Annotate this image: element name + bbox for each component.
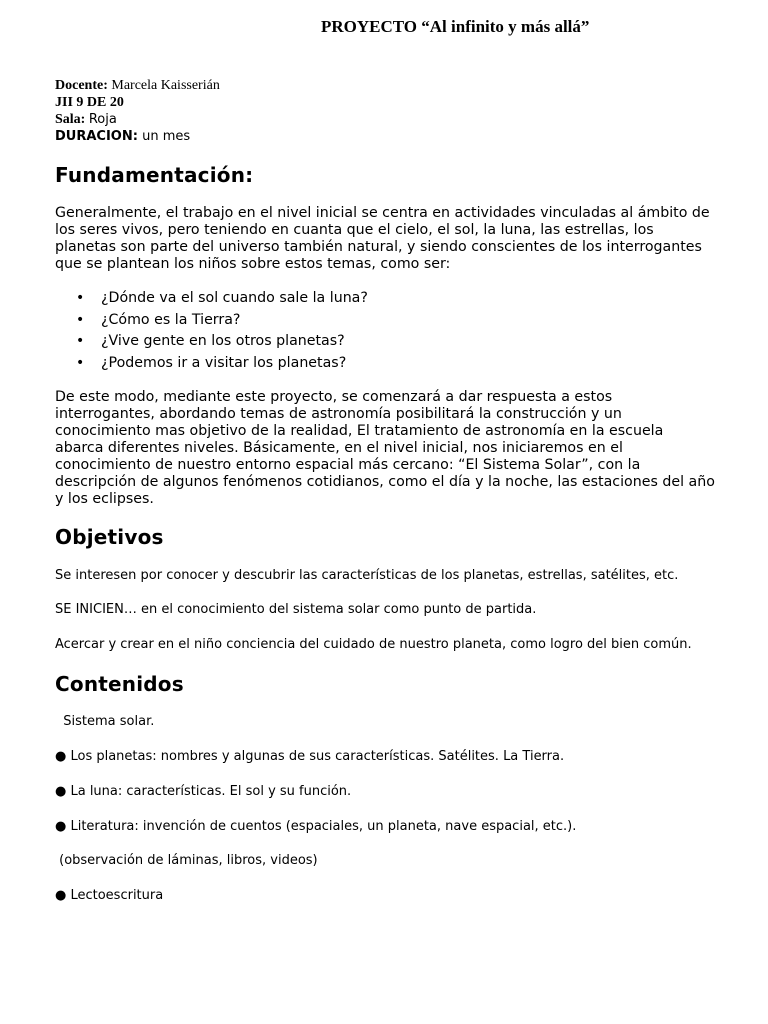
contenidos-heading: Contenidos xyxy=(55,672,184,696)
sala-label: Sala: xyxy=(55,112,86,127)
bullet-icon: • xyxy=(76,311,85,328)
contenido-item: ● Los planetas: nombres y algunas de sus características. Satélites. La Tierra. xyxy=(55,749,565,764)
objetivo-item: Se interesen por conocer y descubrir las características de los planetas, estrellas, satélites, etc. xyxy=(55,568,679,583)
bullet-icon: • xyxy=(76,333,85,349)
list-item: • ¿Podemos ir a visitar los planetas? xyxy=(76,354,347,371)
jii-line xyxy=(55,94,124,111)
contenido-item: (observación de láminas, libros, videos) xyxy=(55,853,318,868)
fundamentacion-heading: Fundamentación: xyxy=(55,163,254,187)
question-list xyxy=(55,288,368,374)
objetivo-item: Acercar y crear en el niño conciencia del cuidado de nuestro planeta, como logro del bien común. xyxy=(55,637,692,652)
duracion-label: DURACION: xyxy=(55,129,138,144)
docente-line xyxy=(55,77,220,94)
contenido-item: ● Lectoescritura xyxy=(55,888,164,903)
project-title: PROYECTO “Al infinito y más allá” xyxy=(321,17,590,36)
fundamentacion-intro: Generalmente, el trabajo en el nivel inicial se centra en actividades vinculadas al ámbito de los seres vivos, pero teniendo en cuanta que el cielo, el sol, la luna, las estrellas, los planetas son parte del universo también natural, y siendo conscientes de los interrogantes que se plantean los niños sobre estos temas, como ser: xyxy=(55,205,710,272)
contenido-item: ● Literatura: invención de cuentos (espaciales, un planeta, nave espacial, etc.). xyxy=(55,819,577,834)
duracion-line xyxy=(55,128,190,145)
duracion-value: un mes xyxy=(142,129,191,144)
bullet-icon: • xyxy=(76,290,85,306)
contenido-item: ● La luna: características. El sol y su función. xyxy=(55,784,352,799)
docente-label: Docente: xyxy=(55,78,108,93)
list-item: • ¿Cómo es la Tierra? xyxy=(76,311,241,328)
objetivos-heading: Objetivos xyxy=(55,525,164,549)
list-item: • ¿Dónde va el sol cuando sale la luna? xyxy=(76,290,368,306)
jii-value: JII 9 DE 20 xyxy=(55,95,124,110)
objetivo-item: SE INICIEN… en el conocimiento del sistema solar como punto de partida. xyxy=(55,602,537,617)
sala-value: Roja xyxy=(88,112,117,127)
bullet-icon: • xyxy=(76,354,85,371)
docente-value: Marcela Kaisserián xyxy=(111,78,220,93)
list-item: • ¿Vive gente en los otros planetas? xyxy=(76,333,345,349)
fundamentacion-body: De este modo, mediante este proyecto, se comenzará a dar respuesta a estos interrogantes, abordando temas de astronomía posibilitará la construcción y un conocimiento mas objetivo de la realidad, El tratamiento de astronomía en la escuela abarca diferentes niveles. Básicamente, en el nivel inicial, nos iniciaremos en el conocimiento de nuestro entorno espacial más cercano: “El Sistema Solar”, con la descripción de algunos fenómenos cotidianos, como el día y la noche, las estaciones del año y los eclipses. xyxy=(55,389,715,507)
sala-line xyxy=(55,111,117,128)
contenido-item: Sistema solar. xyxy=(55,714,155,729)
